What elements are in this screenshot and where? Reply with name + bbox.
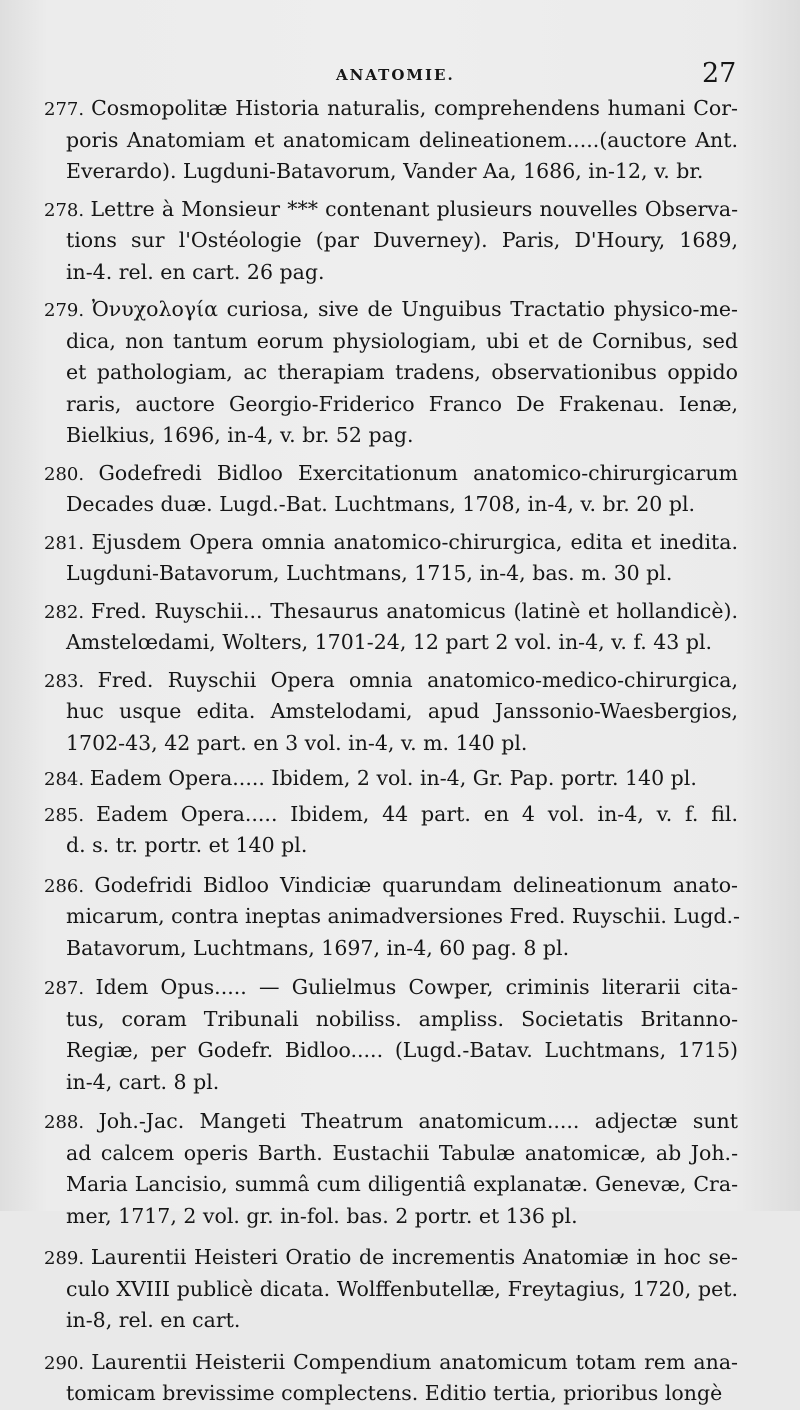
entry-text: Decades duæ. Lugd.-Bat. Luchtmans, 1708, in-4, v. br. 20 pl.	[66, 492, 696, 516]
entry-text: Laurentii Heisterii Compendium anatomicum totam rem ana-	[91, 1349, 738, 1374]
entry-text: Cosmopolitæ Historia naturalis, comprehendens humani Cor-	[91, 96, 738, 120]
catalog-entry	[0, 194, 800, 289]
entry-text: Fred. Ruyschii Opera omnia anatomico-medico-chirurgica,	[97, 667, 738, 692]
entry-first-line	[0, 1242, 738, 1274]
entry-first-line	[0, 972, 738, 1004]
entry-continuation-line	[0, 489, 738, 521]
entry-text: poris Anatomiam et anatomicam delineationem.....(auctore Ant.	[66, 127, 738, 152]
catalog-entry	[0, 93, 800, 188]
entry-text: ad calcem operis Barth. Eustachii Tabulæ anatomicæ, ab Joh.-	[66, 1140, 738, 1165]
entry-text: Lugduni-Batavorum, Luchtmans, 1715, in-4, bas. m. 30 pl.	[66, 561, 673, 585]
entry-continuation-line	[0, 728, 738, 760]
entry-continuation-line	[0, 326, 738, 358]
running-head	[0, 58, 800, 88]
entry-text: d. s. tr. portr. et 140 pl.	[66, 833, 308, 857]
entry-first-line	[0, 458, 738, 490]
catalog-entry	[0, 458, 800, 521]
entry-text: raris, auctore Georgio-Friderico Franco De Frakenau. Ienæ,	[66, 391, 738, 416]
entry-number: 282.	[44, 601, 91, 623]
entry-text: Fred. Ruyschii... Thesaurus anatomicus (latinè et hollandicè).	[90, 598, 738, 623]
entry-text: tions sur l'Ostéologie (par Duverney). Paris, D'Houry, 1689,	[66, 228, 738, 252]
entry-text: Everardo). Lugduni-Batavorum, Vander Aa, 1686, in-12, v. br.	[66, 159, 704, 183]
entry-continuation-line	[0, 1274, 738, 1306]
running-title: ANATOMIE.	[336, 66, 455, 84]
entry-continuation-line	[0, 257, 738, 289]
catalog-entry	[0, 1242, 800, 1337]
catalog-entry	[0, 1106, 800, 1232]
entry-number: 289.	[44, 1248, 91, 1269]
entry-text: 1702-43, 42 part. en 3 vol. in-4, v. m. 140 pl.	[66, 730, 528, 755]
entry-text: tus, coram Tribunali nobiliss. ampliss. Societatis Britanno-	[66, 1006, 738, 1031]
entry-text: in-4, cart. 8 pl.	[66, 1069, 220, 1094]
catalog-entry	[0, 763, 800, 795]
entry-text: Godefridi Bidloo Vindiciæ quarundam delineationum anato-	[94, 872, 738, 897]
entry-number: 288.	[44, 1112, 99, 1133]
entry-continuation-line	[0, 933, 738, 965]
entry-continuation-line	[0, 1138, 738, 1170]
entry-number: 278.	[44, 199, 91, 221]
entry-continuation-line	[0, 1378, 738, 1410]
entry-text: Joh.-Jac. Mangeti Theatrum anatomicum..... adjectæ sunt	[98, 1109, 738, 1133]
entry-text: Laurentii Heisteri Oratio de incrementis Anatomiæ in hoc se-	[90, 1245, 738, 1269]
entry-number: 281.	[44, 532, 92, 554]
catalog-entry	[0, 665, 800, 760]
entry-continuation-line	[0, 830, 738, 862]
entry-continuation-line	[0, 389, 738, 421]
entry-text: Regiæ, per Godefr. Bidloo..... (Lugd.-Batav. Luchtmans, 1715)	[66, 1038, 738, 1062]
entry-first-line	[0, 763, 738, 795]
entry-continuation-line	[0, 1004, 738, 1036]
catalog-entries	[0, 93, 800, 1410]
entry-continuation-line	[0, 420, 738, 452]
entry-number: 280.	[44, 463, 99, 485]
page-number: 27	[702, 58, 737, 89]
entry-text: Idem Opus..... — Gulielmus Cowper, criminis literarii cita-	[95, 975, 738, 999]
entry-continuation-line	[0, 225, 738, 257]
entry-continuation-line	[0, 1035, 738, 1067]
entry-text: huc usque edita. Amstelodami, apud Janssonio-Waesbergios,	[66, 699, 738, 723]
entry-number: 277.	[44, 99, 92, 120]
entry-first-line	[0, 870, 738, 902]
entry-continuation-line	[0, 125, 738, 157]
entry-text: Bielkius, 1696, in-4, v. br. 52 pag.	[66, 423, 414, 447]
entry-number: 285.	[44, 804, 97, 826]
entry-number: 287.	[44, 978, 96, 999]
entry-first-line	[0, 665, 738, 697]
entry-text: in-4. rel. en cart. 26 pag.	[66, 259, 325, 284]
catalog-entry	[0, 972, 800, 1098]
entry-text: micarum, contra ineptas animadversiones Fred. Ruyschii. Lugd.-	[66, 904, 740, 928]
entry-continuation-line	[0, 357, 738, 389]
entry-continuation-line	[0, 156, 738, 188]
entry-first-line	[0, 596, 738, 628]
entry-number: 290.	[44, 1352, 92, 1374]
entry-continuation-line	[0, 558, 738, 590]
entry-text: dica, non tantum eorum physiologiam, ubi et de Cornibus, sed	[66, 328, 738, 353]
entry-text: Batavorum, Luchtmans, 1697, in-4, 60 pag. 8 pl.	[66, 935, 570, 960]
entry-text: Eadem Opera..... Ibidem, 2 vol. in-4, Gr. Pap. portr. 140 pl.	[89, 766, 697, 790]
entry-text: Eadem Opera..... Ibidem, 44 part. en 4 vol. in-4, v. f. fil.	[96, 801, 738, 826]
entry-number: 284.	[44, 769, 90, 790]
entry-continuation-line	[0, 627, 738, 659]
entry-number: 279.	[44, 300, 92, 321]
entry-text: Lettre à Monsieur *** contenant plusieurs nouvelles Observa-	[90, 196, 738, 221]
entry-continuation-line	[0, 1169, 738, 1201]
entry-continuation-line	[0, 1305, 738, 1337]
entry-continuation-line	[0, 1067, 738, 1099]
entry-first-line	[0, 799, 738, 831]
entry-first-line	[0, 194, 738, 226]
catalog-entry	[0, 870, 800, 965]
catalog-entry	[0, 294, 800, 452]
entry-continuation-line	[0, 1201, 738, 1233]
entry-text: in-8, rel. en cart.	[66, 1308, 241, 1332]
entry-text: tomicam brevissime complectens. Editio tertia, prioribus longè	[66, 1381, 723, 1405]
entry-text: Maria Lancisio, summâ cum diligentiâ explanatæ. Genevæ, Cra-	[66, 1172, 738, 1196]
entry-text: et pathologiam, ac therapiam tradens, observationibus oppido	[66, 360, 738, 384]
entry-text: Amstelœdami, Wolters, 1701-24, 12 part 2 vol. in-4, v. f. 43 pl.	[66, 630, 713, 654]
entry-text: Ὀνυχολογία curiosa, sive de Unguibus Tractatio physico-me-	[91, 297, 738, 321]
catalog-entry	[0, 799, 800, 862]
entry-first-line	[0, 1106, 738, 1138]
entry-first-line	[0, 294, 738, 326]
entry-continuation-line	[0, 696, 738, 728]
entry-text: Ejusdem Opera omnia anatomico-chirurgica, edita et inedita.	[91, 529, 738, 554]
entry-first-line	[0, 527, 738, 559]
entry-first-line	[0, 1347, 738, 1379]
catalog-entry	[0, 1347, 800, 1410]
entry-text: culo XVIII publicè dicata. Wolffenbutellæ, Freytagius, 1720, pet.	[66, 1276, 738, 1301]
entry-text: Godefredi Bidloo Exercitationum anatomico-chirurgicarum	[98, 460, 738, 485]
catalog-entry	[0, 596, 800, 659]
entry-number: 286.	[44, 875, 95, 897]
entry-first-line	[0, 93, 738, 125]
catalog-entry	[0, 527, 800, 590]
entry-continuation-line	[0, 901, 738, 933]
entry-number: 283.	[44, 670, 98, 692]
entry-text: mer, 1717, 2 vol. gr. in-fol. bas. 2 portr. et 136 pl.	[66, 1203, 578, 1228]
